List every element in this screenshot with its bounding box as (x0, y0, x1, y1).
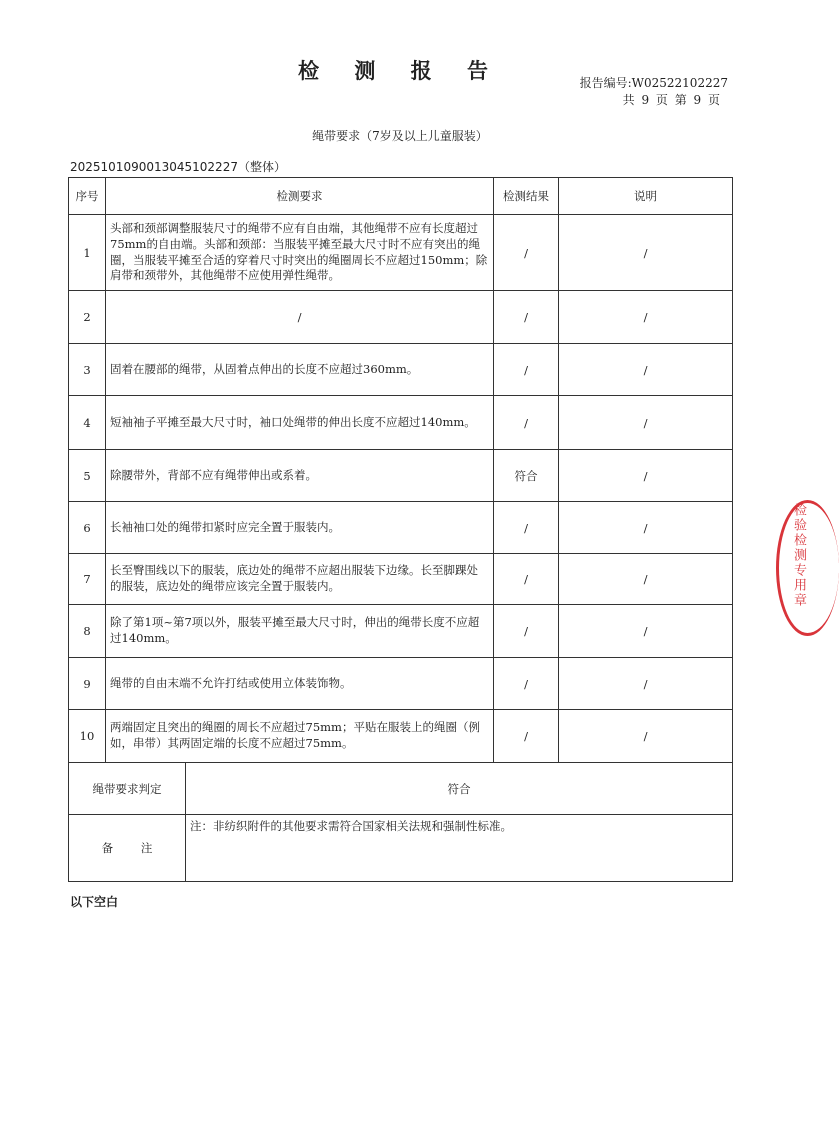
row-no: 3 (69, 344, 106, 396)
row-no: 9 (69, 658, 106, 710)
row-result: / (494, 291, 559, 344)
row-no: 6 (69, 502, 106, 554)
row-result: / (494, 605, 559, 658)
table-row (69, 291, 733, 344)
row-result: / (494, 215, 559, 291)
table-row (69, 502, 733, 554)
row-note: / (559, 291, 733, 344)
header-requirement: 检测要求 (106, 178, 494, 215)
row-no: 5 (69, 450, 106, 502)
row-result: / (494, 396, 559, 450)
row-note: / (559, 450, 733, 502)
table-row (69, 554, 733, 605)
table-row (69, 658, 733, 710)
row-result: / (494, 554, 559, 605)
row-note: / (559, 502, 733, 554)
row-note: / (559, 215, 733, 291)
table-row (69, 215, 733, 291)
row-no: 2 (69, 291, 106, 344)
official-stamp (776, 500, 839, 636)
row-requirement: 固着在腰部的绳带，从固着点伸出的长度不应超过360mm。 (106, 344, 494, 396)
row-note: / (559, 710, 733, 763)
table-row (69, 396, 733, 450)
row-requirement: 除腰带外，背部不应有绳带伸出或系着。 (106, 450, 494, 502)
row-note: / (559, 396, 733, 450)
table-row (69, 450, 733, 502)
row-no: 7 (69, 554, 106, 605)
header-no: 序号 (69, 178, 106, 215)
requirements-table (68, 177, 733, 882)
row-requirement: 除了第1项~第7项以外，服装平摊至最大尺寸时，伸出的绳带长度不应超过140mm。 (106, 605, 494, 658)
row-requirement: 两端固定且突出的绳圈的周长不应超过75mm；平贴在服装上的绳圈（例如，串带）其两固定端的长度不应超过75mm。 (106, 710, 494, 763)
header-note: 说明 (559, 178, 733, 215)
row-note: / (559, 658, 733, 710)
remark-label: 备 注 (69, 815, 186, 882)
row-requirement: 长至臀围线以下的服装，底边处的绳带不应超出服装下边缘。长至脚踝处的服装，底边处的绳带应该完全置于服装内。 (106, 554, 494, 605)
blank-below-note: 以下空白 (70, 895, 119, 909)
row-requirement: 长袖袖口处的绳带扣紧时应完全置于服装内。 (106, 502, 494, 554)
stamp-text: 检验检测专用章 (791, 503, 806, 608)
table-row (69, 605, 733, 658)
row-note: / (559, 344, 733, 396)
report-title: 检 测 报 告 (298, 59, 502, 83)
remark-row (69, 815, 733, 882)
sample-id: 2025101090013045102227（整体） (70, 160, 286, 174)
header-result: 检测结果 (494, 178, 559, 215)
judgement-value: 符合 (186, 763, 733, 815)
row-requirement: 头部和颈部调整服装尺寸的绳带不应有自由端，其他绳带不应有长度超过75mm的自由端。头部和颈部：当服装平摊至最大尺寸时不应有突出的绳圈，当服装平摊至合适的穿着尺寸时突出的绳圈周长不应超过150mm；除肩带和颈带外，其他绳带不应使用弹性绳带。 (106, 215, 494, 291)
table-row (69, 710, 733, 763)
remark-value: 注：非纺织附件的其他要求需符合国家相关法规和强制性标准。 (186, 815, 733, 882)
row-no: 1 (69, 215, 106, 291)
section-subtitle: 绳带要求（7岁及以上儿童服装） (312, 129, 488, 143)
row-no: 8 (69, 605, 106, 658)
row-requirement: / (106, 291, 494, 344)
row-note: / (559, 554, 733, 605)
judgement-row (69, 763, 733, 815)
row-result: 符合 (494, 450, 559, 502)
judgement-label: 绳带要求判定 (69, 763, 186, 815)
row-requirement: 绳带的自由末端不允许打结或使用立体装饰物。 (106, 658, 494, 710)
report-number: 报告编号:W02522102227 (579, 76, 728, 90)
row-no: 4 (69, 396, 106, 450)
page-info: 共 9 页 第 9 页 (622, 93, 720, 107)
row-no: 10 (69, 710, 106, 763)
row-result: / (494, 658, 559, 710)
table-header-row (69, 178, 733, 215)
row-result: / (494, 344, 559, 396)
row-requirement: 短袖袖子平摊至最大尺寸时，袖口处绳带的伸出长度不应超过140mm。 (106, 396, 494, 450)
table-row (69, 344, 733, 396)
row-result: / (494, 502, 559, 554)
row-note: / (559, 605, 733, 658)
row-result: / (494, 710, 559, 763)
